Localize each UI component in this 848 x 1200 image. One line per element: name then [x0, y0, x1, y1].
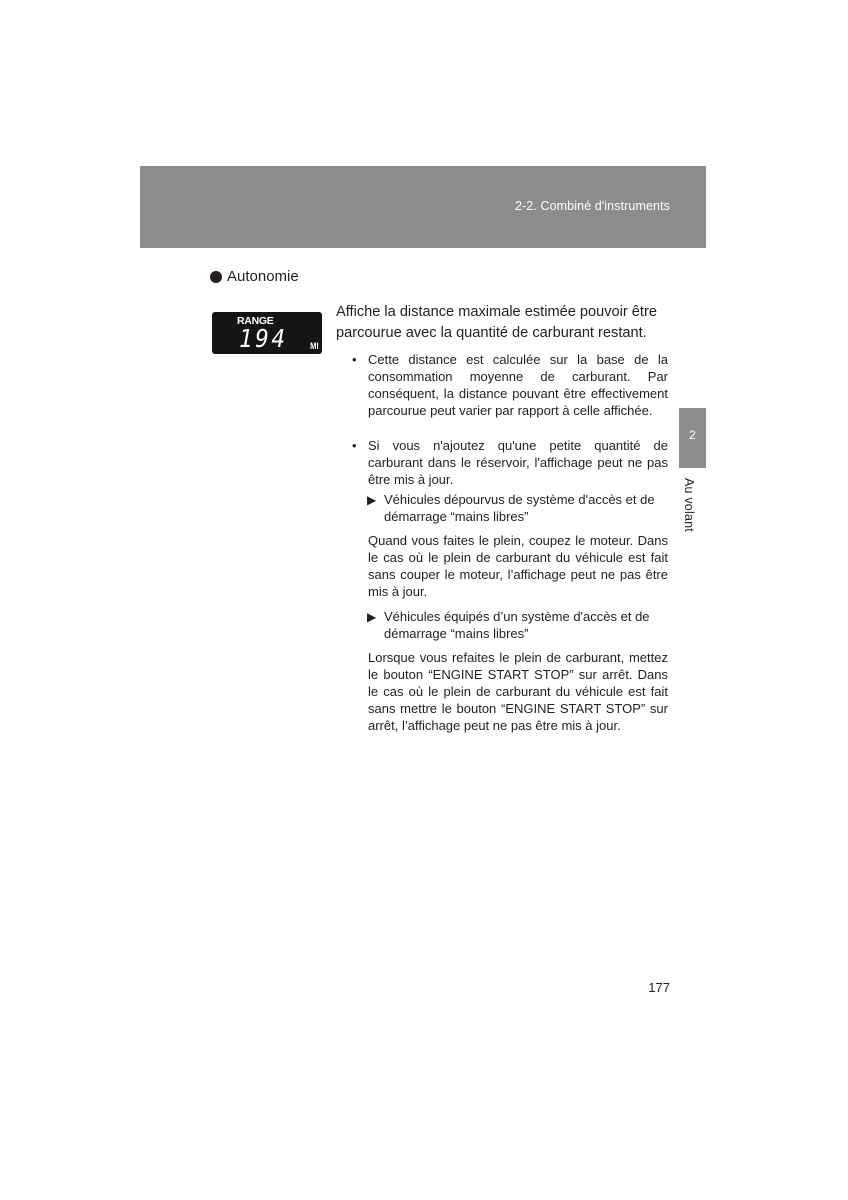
range-display-value: 194: [239, 324, 288, 353]
chapter-number: 2: [689, 428, 696, 442]
range-display-unit: MI: [310, 341, 319, 352]
chapter-side-label: Au volant: [682, 478, 696, 532]
triangle-right-icon: ▶: [367, 493, 377, 507]
page-number: 177: [648, 980, 670, 995]
case-paragraph: Quand vous faites le plein, coupez le moteur. Dans le cas où le plein de carburant du véhicule est fait sans couper le moteur, l’affichage peut ne pas être mis à jour.: [368, 533, 668, 599]
list-item: [352, 351, 668, 419]
chapter-title: 2-2. Combiné d'instruments: [514, 199, 670, 213]
list-item-text: Si vous n'ajoutez qu'une petite quantité de carburant dans le réservoir, l'affichage peut ne pas être mis à jour.: [368, 438, 668, 487]
bullet-icon: •: [352, 352, 357, 367]
bullet-icon: •: [352, 438, 357, 453]
range-display-label: RANGE: [237, 315, 274, 327]
intro-paragraph: Affiche la distance maximale estimée pouvoir être parcourue avec la quantité de carburant restant.: [336, 304, 657, 341]
chapter-header: [140, 166, 706, 248]
section-heading: [210, 268, 299, 285]
chapter-tab: [679, 408, 706, 468]
range-display-illustration: [212, 312, 322, 354]
case-heading: [367, 491, 668, 525]
triangle-right-icon: ▶: [367, 610, 377, 624]
filled-circle-icon: [210, 271, 222, 283]
list-item: [352, 437, 668, 488]
case-heading-text: Véhicules équipés d’un système d'accès et de démarrage “mains libres”: [384, 609, 650, 641]
list-item-text: Cette distance est calculée sur la base de la consommation moyenne de carburant. Par conséquent, la distance pouvant être effectivement parcourue peut varier par rapport à celle affichée.: [368, 352, 668, 418]
case-heading: [367, 608, 668, 642]
case-heading-text: Véhicules dépourvus de système d'accès et de démarrage “mains libres”: [384, 492, 655, 524]
section-heading-text: Autonomie: [227, 268, 299, 285]
case-paragraph: Lorsque vous refaites le plein de carburant, mettez le bouton “ENGINE START STOP” sur arrêt. Dans le cas où le plein de carburant du véhicule est fait sans mettre le bouton “ENGINE START STOP” sur arrêt, l’affichage peut ne pas être mis à jour.: [368, 650, 668, 733]
